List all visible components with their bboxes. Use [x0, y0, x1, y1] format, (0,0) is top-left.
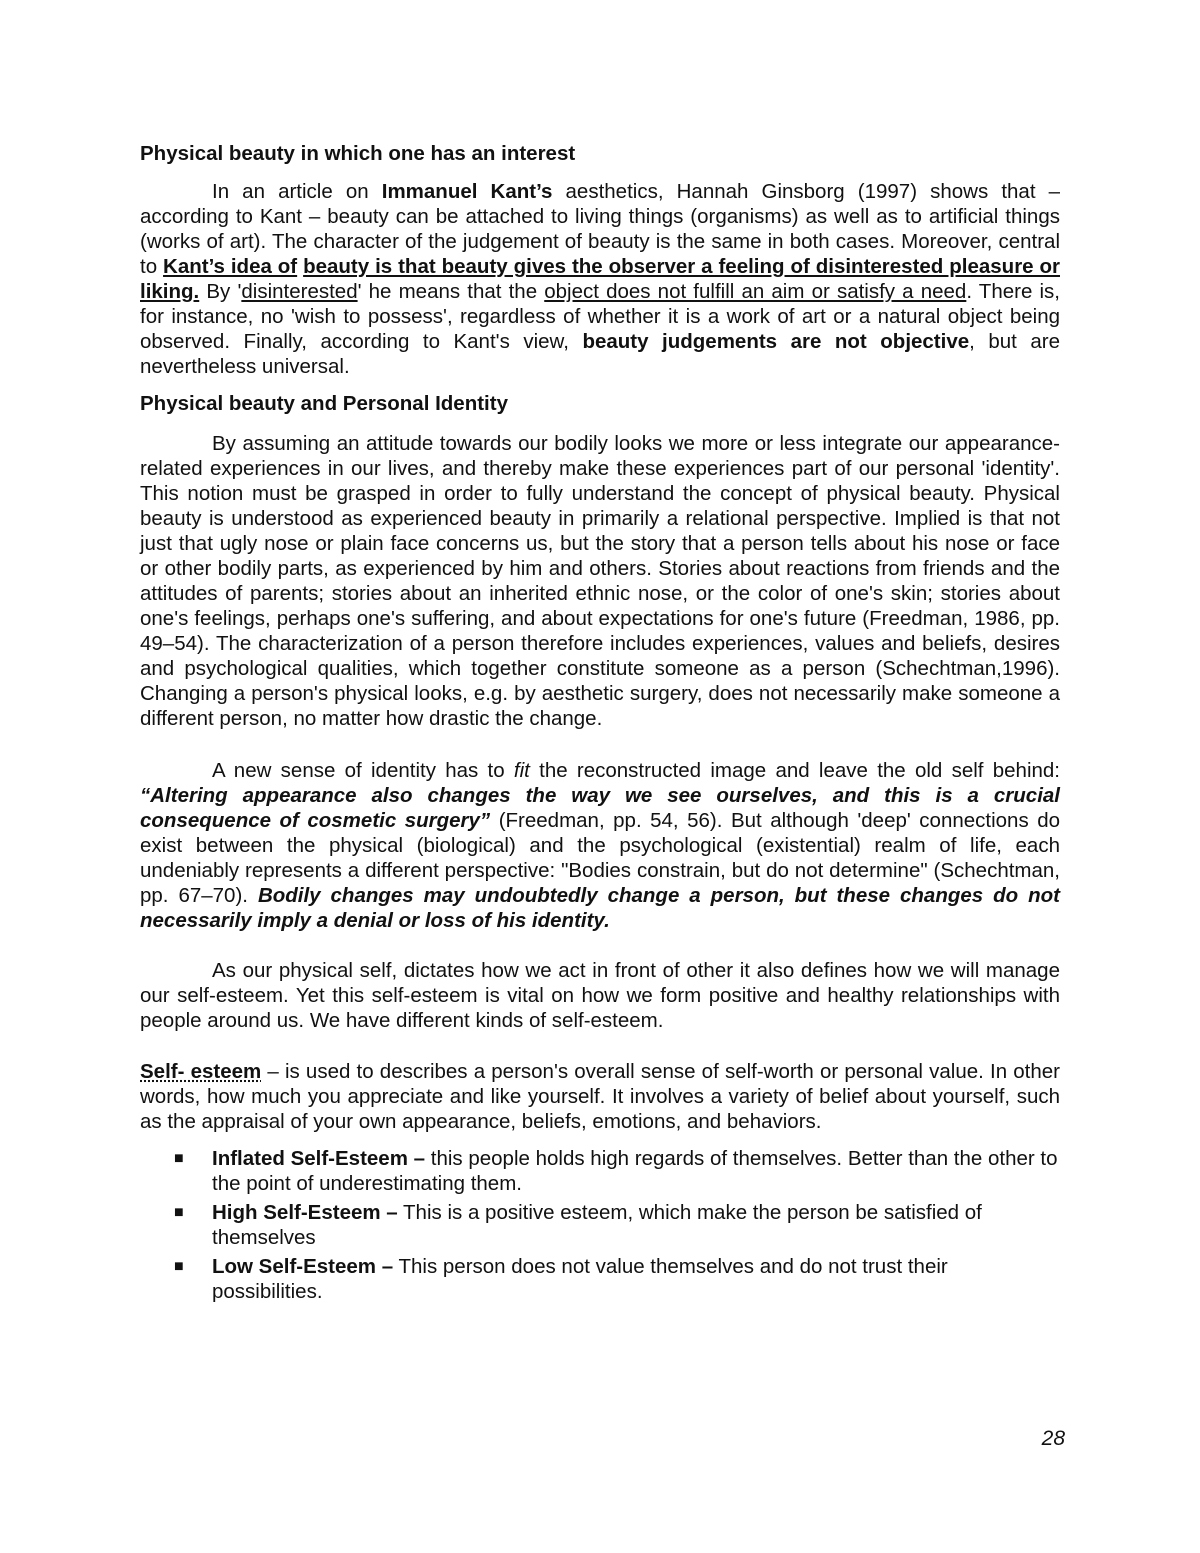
self-esteem-definition: – is used to describes a person's overall sense of self-worth or personal value. In other words, how much you appreciate and like yourself. It involves a variety of belief about yourself, such as the appraisal of your own appearance, beliefs, emotions, and behaviors. — [140, 1060, 1060, 1133]
list-item-term: Inflated Self-Esteem – — [212, 1147, 426, 1170]
p1-text-5: ' he means that the — [357, 280, 545, 303]
paragraph-kant-aesthetics — [140, 179, 1060, 379]
bullet-square-icon: ■ — [174, 1150, 184, 1167]
p3-text-3: (Freedman, pp. 54, 56). But although 'deep' connections do exist between the physical (biological) and the psychological (existential) realm of life, each undeniably represents a different perspective: "Bodies constrain, but do not determine" (Schechtman, pp. 67–70). — [140, 809, 1060, 907]
p1-kant-idea: Kant’s idea of — [163, 255, 298, 278]
paragraph-new-identity — [140, 758, 1060, 933]
p3-fit: fit — [513, 759, 530, 782]
p1-beauty-feeling: beauty is that beauty gives the observer a feeling of disinterested pleasure or liking. — [140, 255, 1060, 303]
p1-text-2: aesthetics, Hannah Ginsborg (1997) shows that – according to Kant – beauty can be attached to living things (organisms) as well as to artificial things (works of art). The character of the judgement of beauty is the same in both cases. Moreover, central to — [140, 180, 1061, 278]
p1-text-1: In an article on — [212, 180, 382, 203]
p1-disinterested: disinterested — [241, 280, 358, 303]
p3-text-1: A new sense of identity has to — [212, 759, 514, 782]
paragraph-self-esteem-definition — [140, 1059, 1060, 1134]
p3-quote: “Altering appearance also changes the way we see ourselves, and this is a crucial consequence of cosmetic surgery” — [140, 784, 1060, 832]
p1-text-7: , but are nevertheless universal. — [140, 330, 1060, 378]
p1-text-4: By ' — [199, 280, 242, 303]
heading-physical-beauty-interest: Physical beauty in which one has an interest — [140, 142, 576, 165]
list-item-text: this people holds high regards of themselves. Better than the other to the point of underestimating them. — [212, 1147, 1058, 1195]
p3-bodily-changes: Bodily changes may undoubtedly change a person, but these changes do not necessarily imply a denial or loss of his identity. — [140, 884, 1060, 932]
self-esteem-term: Self- esteem — [140, 1060, 262, 1083]
page-number: 28 — [1041, 1427, 1065, 1450]
list-item-inflated — [140, 1146, 1060, 1196]
list-item-text: This is a positive esteem, which make the person be satisfied of themselves — [212, 1201, 982, 1249]
list-item-term: Low Self-Esteem – — [212, 1255, 394, 1278]
list-item-text: This person does not value themselves and do not trust their possibilities. — [212, 1255, 948, 1303]
page-content — [140, 141, 1060, 1308]
p1-beauty-judgements: beauty judgements are not objective — [582, 330, 970, 353]
self-esteem-kinds-list — [140, 1146, 1060, 1304]
list-item-high — [140, 1200, 1060, 1250]
p1-kant-name: Immanuel Kant’s — [381, 180, 553, 203]
bullet-square-icon: ■ — [174, 1204, 184, 1221]
list-item-low — [140, 1254, 1060, 1304]
paragraph-personal-identity: By assuming an attitude towards our bodily looks we more or less integrate our appearance-related experiences in our lives, and thereby make these experiences part of our personal 'identity'. This notion must be grasped in order to fully understand the concept of physical beauty. Physical beauty is understood as experienced beauty in primarily a relational perspective. Implied is that not just that ugly nose or plain face concerns us, but the story that a person tells about his nose or face or other bodily parts, as experienced by him and others. Stories about reactions from friends and the attitudes of parents; stories about an inherited ethnic nose, or the color of one's skin; stories about one's feelings, perhaps one's suffering, and about expectations for one's future (Freedman, 1986, pp. 49–54). The characterization of a person therefore includes experiences, values and beliefs, desires and psychological qualities, which together constitute someone as a person (Schechtman,1996). Changing a person's physical looks, e.g. by aesthetic surgery, does not necessarily make someone a different person, no matter how drastic the change. — [140, 432, 1060, 730]
list-item-term: High Self-Esteem – — [212, 1201, 398, 1224]
bullet-square-icon: ■ — [174, 1258, 184, 1275]
p1-object-need: object does not fulfill an aim or satisfy a need — [544, 280, 967, 303]
paragraph-self-esteem-intro: As our physical self, dictates how we act in front of other it also defines how we will manage our self-esteem. Yet this self-esteem is vital on how we form positive and healthy relationships with people around us. We have different kinds of self-esteem. — [140, 959, 1060, 1032]
p3-text-2: the reconstructed image and leave the old self behind: — [529, 759, 1060, 782]
p1-text-6: . There is, for instance, no 'wish to possess', regardless of whether it is a work of art or a natural object being observed. Finally, according to Kant's view, — [140, 280, 1060, 353]
heading-personal-identity: Physical beauty and Personal Identity — [140, 392, 508, 415]
heading-wrapper — [140, 141, 1060, 167]
